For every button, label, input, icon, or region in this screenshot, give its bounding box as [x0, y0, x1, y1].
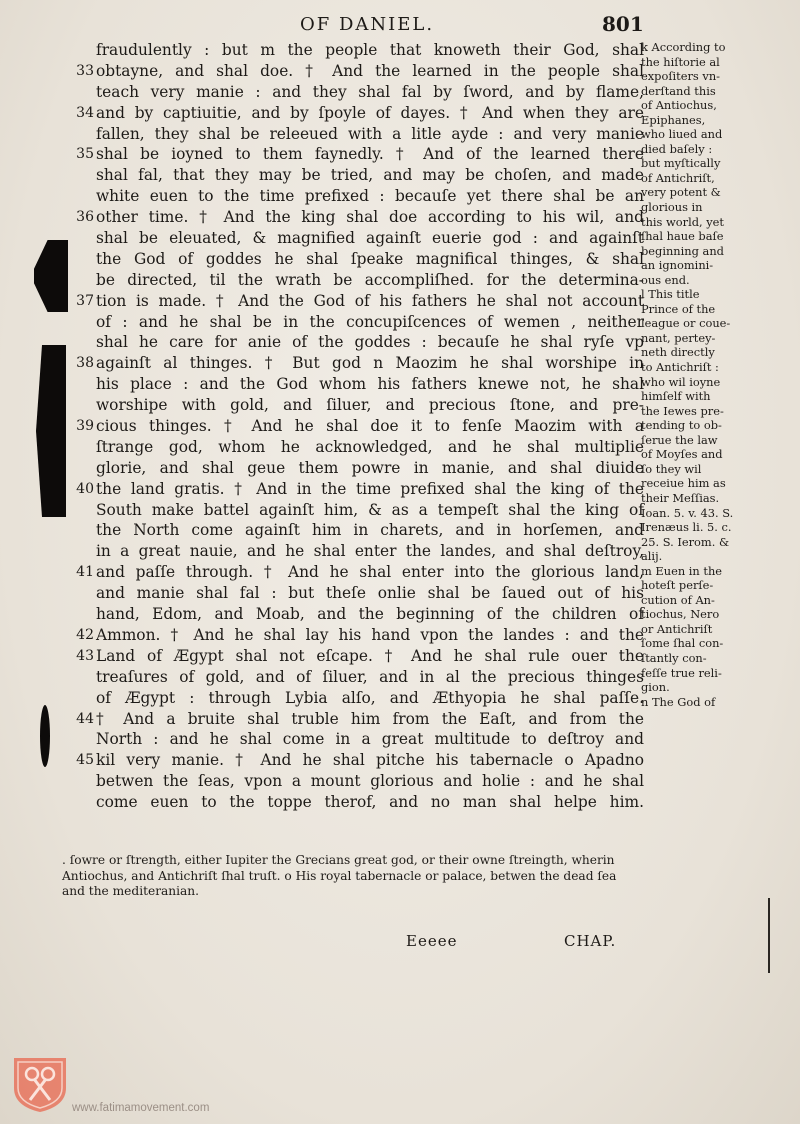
- text-line: [96, 667, 644, 688]
- margin-note-line: ſtantly con-: [641, 650, 707, 665]
- text-line: [96, 771, 644, 792]
- line-text: shal fal, that they may be tried, and may be choſen, and made: [96, 166, 644, 185]
- text-line: [76, 750, 644, 771]
- margin-note-line: l This title: [641, 287, 700, 302]
- margin-note-line: Prince of the: [641, 301, 716, 316]
- margin-note-line: 25. S. Ierom. &: [641, 534, 730, 549]
- margin-note-line: ſerue the law: [641, 432, 718, 447]
- page-number: 801: [602, 12, 644, 36]
- running-head: OF DANIEL.: [300, 14, 435, 35]
- text-line: [96, 82, 644, 103]
- margin-note-line: expoſiters vn-: [641, 69, 721, 84]
- line-text: obtayne, and shal doe. † And the learned in the people shal: [96, 61, 644, 80]
- verse-number: 35: [76, 146, 94, 163]
- signature-mark: Eeeee: [406, 932, 458, 950]
- margin-note-line: to Antichriſt :: [641, 360, 719, 375]
- line-text: Land of Ægypt shal not eſcape. † And he shal rule ouer the: [96, 646, 644, 665]
- text-line: [76, 353, 644, 374]
- margin-note-line: or Antichriſt: [641, 621, 713, 636]
- margin-note-line: gion.: [641, 680, 670, 695]
- margin-rule: [768, 898, 770, 973]
- margin-note-line: beginning and: [641, 243, 724, 258]
- text-line: [96, 312, 644, 333]
- text-line: [96, 437, 644, 458]
- text-line: [96, 395, 644, 416]
- line-text: and paſſe through. † And he shal enter into the glorious land,: [96, 563, 644, 582]
- line-text: the North come againſt him in charets, and in horſemen, and: [96, 521, 644, 540]
- text-line: [76, 562, 644, 583]
- line-text: and manie shal fal : but theſe onlie shal be ſaued out of his: [96, 584, 644, 603]
- line-text: worshipe with gold, and ſiluer, and precious ſtone, and pre-: [96, 396, 644, 415]
- main-text-column: [76, 40, 644, 813]
- text-line: [96, 165, 644, 186]
- text-line: [76, 709, 644, 730]
- text-line: [96, 458, 644, 479]
- line-text: betwen the ſeas, vpon a mount glorious and holie : and he shal: [96, 772, 644, 791]
- margin-note-line: k According to: [641, 40, 726, 54]
- line-text: South make battel againſt him, & as a tempeſt shal the king of: [96, 500, 644, 519]
- text-line: [76, 479, 644, 500]
- line-text: North : and he shal come in a great multitude to deſtroy and: [96, 730, 644, 749]
- line-text: hand, Edom, and Moab, and the beginning of the children of: [96, 605, 644, 624]
- text-line: [96, 228, 644, 249]
- line-text: Ammon. † And he shal lay his hand vpon the landes : and the: [96, 625, 644, 644]
- verse-number: 39: [76, 418, 94, 435]
- line-text: treaſures of gold, and of ſiluer, and in al the precious thinges: [96, 667, 644, 686]
- line-text: fallen, they shal be releeued with a litle ayde : and very manie: [96, 124, 644, 143]
- margin-note-line: the Iewes pre-: [641, 403, 724, 418]
- margin-note-line: nant, pertey-: [641, 330, 716, 345]
- margin-note-line: glorious in: [641, 200, 703, 215]
- margin-note-line: Epiphanes,: [641, 112, 706, 127]
- text-line: [96, 332, 644, 353]
- margin-note-line: himſelf with: [641, 389, 711, 404]
- line-text: of : and he shal be in the concupiſcences of wemen , neither: [96, 312, 644, 331]
- verse-number: 40: [76, 480, 94, 497]
- text-line: [96, 270, 644, 291]
- line-text: kil very manie. † And he shal pitche his tabernacle o Apadno: [96, 751, 644, 770]
- footnote-line: . ſowre or ſtrength, either Iupiter the Grecians great god, or their owne ſtreingth, wherin: [62, 853, 615, 867]
- margin-note-line: of Antichriſt,: [641, 170, 715, 185]
- margin-note-line: tending to ob-: [641, 418, 722, 433]
- line-text: ſtrange god, whom he acknowledged, and he shal multiplie: [96, 437, 644, 456]
- line-text: teach very manie : and they shal fal by ſword, and by flame,: [96, 82, 644, 101]
- text-line: [76, 646, 644, 667]
- catchword: CHAP.: [564, 932, 617, 950]
- text-line: [76, 103, 644, 124]
- text-line: [76, 416, 644, 437]
- line-text: the land gratis. † And in the time prefixed shal the king of the: [96, 479, 644, 498]
- line-text: fraudulently : but m the people that knoweth their God, shal: [96, 41, 644, 59]
- margin-note-line: of Moyſes and: [641, 447, 723, 462]
- footnote-line: and the mediteranian.: [62, 884, 200, 898]
- line-text: shal be ioyned to them faynedly. † And of the learned there: [96, 145, 644, 164]
- verse-number: 42: [76, 626, 94, 643]
- line-text: glorie, and shal geue them powre in manie, and shal diuide: [96, 458, 644, 477]
- line-text: shal be eleuated, & magnified againſt euerie god : and againſt: [96, 229, 644, 248]
- margin-note-line: ſome ſhal con-: [641, 636, 724, 651]
- margin-note-line: ſo they wil: [641, 461, 702, 476]
- text-line: [76, 144, 644, 165]
- line-text: againſt al thinges. † But god n Maozim he shal worshipe in: [96, 354, 644, 373]
- line-text: other time. † And the king shal doe according to his wil, and: [96, 208, 644, 227]
- verse-number: 41: [76, 564, 94, 581]
- line-text: shal he care for anie of the goddes : becauſe he shal ryſe vp: [96, 333, 644, 352]
- margin-note-line: Ioan. 5. v. 43. S.: [641, 505, 734, 520]
- margin-note-line: league or coue-: [641, 316, 731, 331]
- line-text: white euen to the time prefixed : becauſe yet there shal be an: [96, 187, 644, 206]
- line-text: in a great nauie, and he shal enter the landes, and shal deſtroy,: [96, 542, 644, 561]
- scan-edge-mark: [40, 705, 50, 767]
- text-line: [76, 625, 644, 646]
- text-line: [96, 541, 644, 562]
- watermark-url: www.fatimamovement.com: [72, 1102, 210, 1114]
- margin-note-line: receiue him as: [641, 476, 726, 491]
- text-line: [96, 124, 644, 145]
- verse-number: 33: [76, 62, 94, 79]
- margin-note-line: tiochus, Nero: [641, 607, 720, 622]
- margin-note-line: hoteſt perſe-: [641, 578, 714, 593]
- footnote-line: Antiochus, and Antichriſt ſhal truſt. o His royal tabernacle or palace, betwen the dead ſea: [62, 868, 617, 883]
- margin-note-line: Irenæus li. 5. c.: [641, 520, 732, 535]
- margin-note-line: derſtand this: [641, 83, 716, 98]
- text-line: [96, 729, 644, 750]
- margin-note-line: neth directly: [641, 345, 715, 360]
- scan-edge-mark: [34, 240, 68, 312]
- text-line: [96, 186, 644, 207]
- line-text: the God of goddes he shal ſpeake magnifical thinges, & shal: [96, 249, 644, 268]
- footnotes: [62, 853, 767, 900]
- margin-note-line: an ignomini-: [641, 258, 714, 273]
- margin-note-line: ous end.: [641, 272, 690, 287]
- scan-edge-mark: [36, 345, 66, 517]
- margin-note-line: cution of An-: [641, 592, 715, 607]
- margin-note-line: m Euen in the: [641, 563, 723, 578]
- line-text: come euen to the toppe therof, and no man shal helpe him.: [96, 793, 644, 812]
- text-line: [76, 61, 644, 82]
- text-line: [96, 249, 644, 270]
- margin-note-line: who wil ioyne: [641, 374, 721, 389]
- text-line: [96, 792, 644, 813]
- margin-note-line: this world, yet: [641, 214, 725, 229]
- line-text: and by captiuitie, and by ſpoyle of dayes. † And when they are: [96, 103, 644, 122]
- margin-note-line: feſſe true reli-: [641, 665, 722, 680]
- line-text: tion is made. † And the God of his fathers he shal not account: [96, 291, 644, 310]
- text-line: [76, 207, 644, 228]
- verse-number: 43: [76, 647, 94, 664]
- margin-note-line: ſhal haue baſe: [641, 229, 724, 244]
- margin-note-line: but myſtically: [641, 156, 721, 171]
- line-text: his place : and the God whom his fathers knewe not, he shal: [96, 375, 644, 394]
- margin-note-line: of Antiochus,: [641, 98, 717, 113]
- line-text: cious thinges. † And he shal doe it to fenſe Maozim with a: [96, 417, 644, 436]
- verse-number: 45: [76, 752, 94, 769]
- margin-notes-column: [641, 40, 793, 709]
- verse-number: 37: [76, 292, 94, 309]
- margin-note-line: who liued and: [641, 127, 723, 142]
- line-text: † And a bruite shal truble him from the Eaſt, and from the: [96, 709, 644, 728]
- verse-number: 44: [76, 710, 94, 727]
- text-line: [96, 688, 644, 709]
- text-line: [96, 604, 644, 625]
- margin-note-line: alij.: [641, 549, 663, 564]
- shield-logo-icon: [12, 1054, 68, 1114]
- text-line: [96, 40, 644, 61]
- text-line: [76, 291, 644, 312]
- margin-note-line: n The God of: [641, 694, 716, 709]
- text-line: [96, 583, 644, 604]
- text-line: [96, 500, 644, 521]
- line-text: of Ægypt : through Lybia alſo, and Æthyopia he shal paſſe.: [96, 688, 644, 707]
- verse-number: 38: [76, 355, 94, 372]
- line-text: be directed, til the wrath be accompliſhed. for the determina-: [96, 270, 644, 289]
- margin-note-line: their Meſſias.: [641, 490, 720, 505]
- text-line: [96, 374, 644, 395]
- verse-number: 34: [76, 104, 94, 121]
- margin-note-line: the hiſtorie al: [641, 54, 720, 69]
- verse-number: 36: [76, 209, 94, 226]
- text-line: [96, 520, 644, 541]
- margin-note-line: very potent &: [641, 185, 721, 200]
- margin-note-line: died baſely :: [641, 141, 713, 156]
